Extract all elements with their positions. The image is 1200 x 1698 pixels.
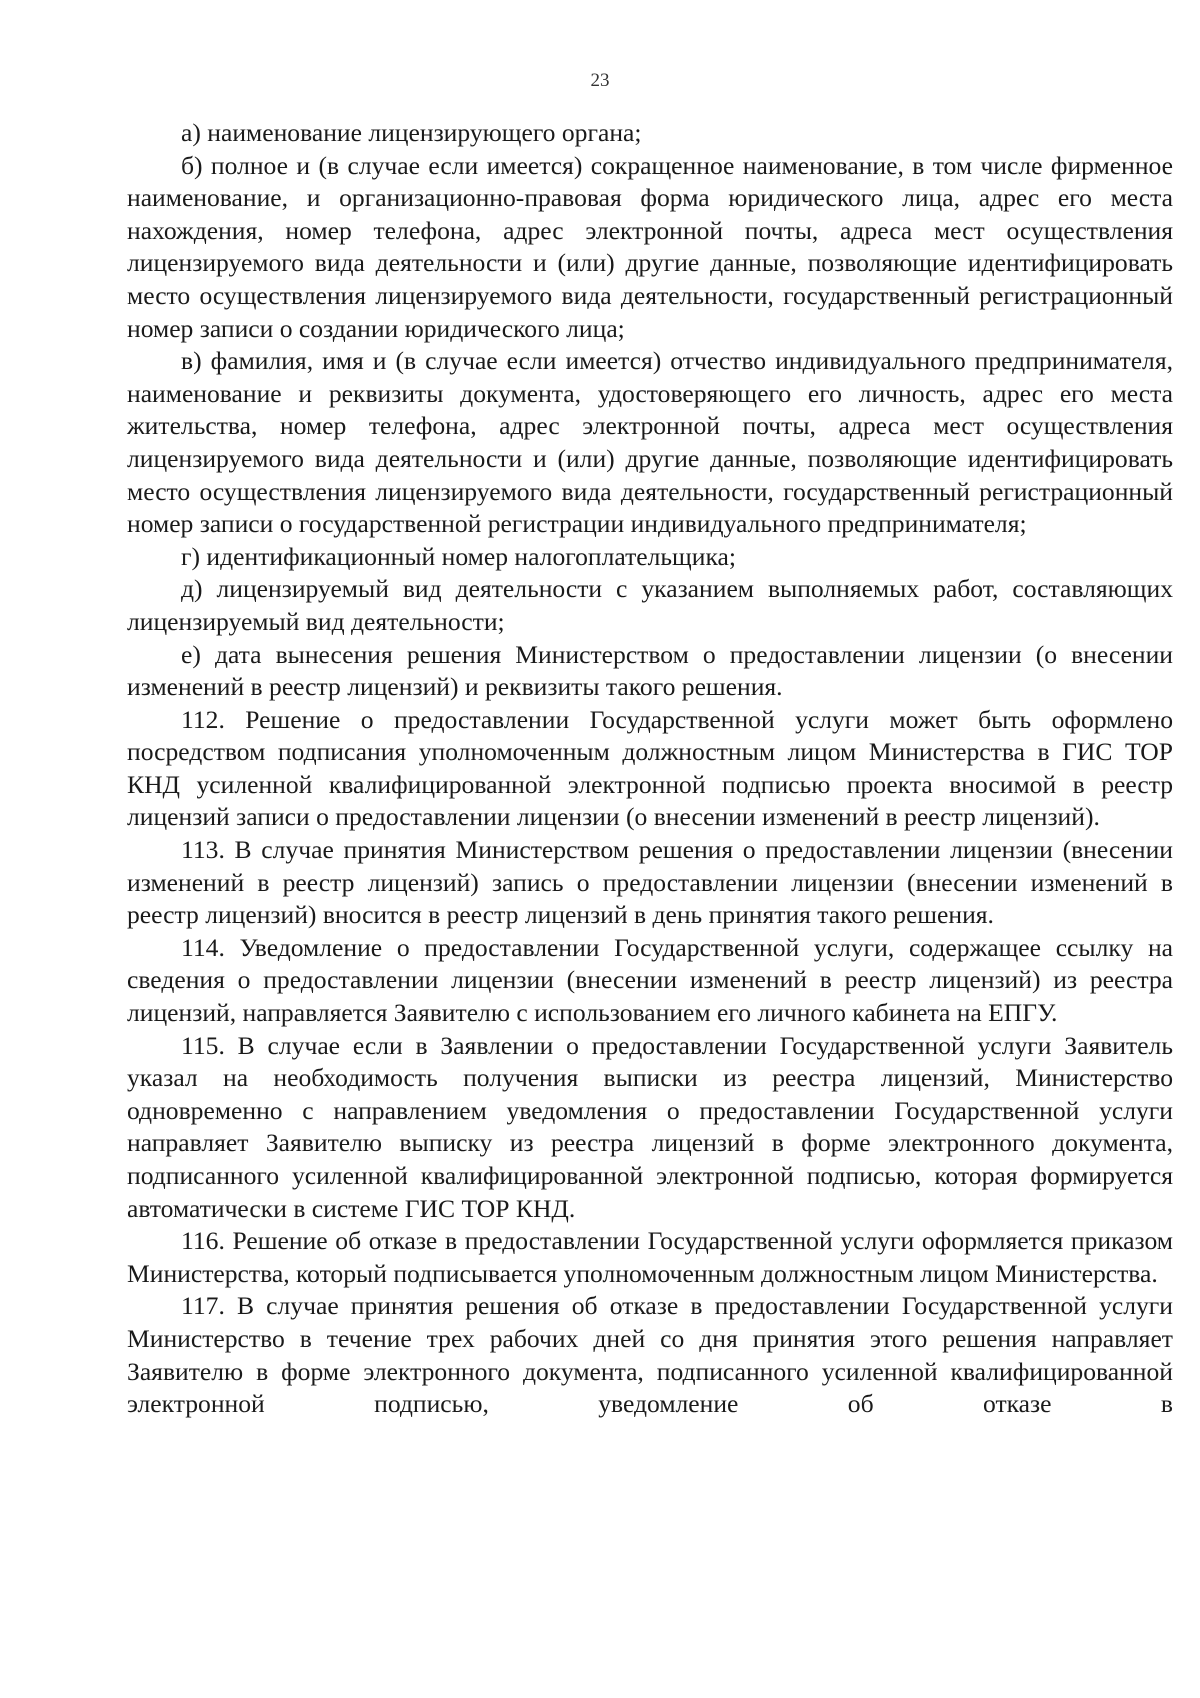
paragraph-113: 113. В случае принятия Министерством решения о предоставлении лицензии (внесении изменений в реестр лицензий) запись о предоставлении лицензии (внесении изменений в реестр лицензий) вносится в реестр лицензий в день принятия такого решения. — [127, 835, 1173, 930]
paragraph-item-b: б) полное и (в случае если имеется) сокращенное наименование, в том числе фирменное наименование, и организационно-правовая форма юридического лица, адрес его места нахождения, номер телефона, адрес электронной почты, адреса мест осуществления лицензируемого вида деятельности и (или) другие данные, позволяющие идентифицировать место осуществления лицензируемого вида деятельности, государственный регистрационный номер записи о создании юридического лица; — [127, 150, 1173, 343]
paragraph-item-e: е) дата вынесения решения Министерством о предоставлении лицензии (о внесении изменений в реестр лицензий) и реквизиты такого решения. — [127, 639, 1173, 702]
paragraph-item-a: а) наименование лицензирующего органа; — [181, 118, 642, 147]
paragraph-116: 116. Решение об отказе в предоставлении Государственной услуги оформляется приказом Министерства, который подписывается уполномоченным должностным лицом Министерства. — [127, 1226, 1173, 1288]
paragraph-item-v: в) фамилия, имя и (в случае если имеется) отчество индивидуального предпринимателя, наименование и реквизиты документа, удостоверяющего его личность, адрес его места жительства, номер телефона, адрес электронной почты, адреса мест осуществления лицензируемого вида деятельности и (или) другие данные, позволяющие идентифицировать место осуществления лицензируемого вида деятельности, государственный регистрационный номер записи о государственной регистрации индивидуального предпринимателя; — [127, 346, 1173, 539]
page-number: 23 — [590, 70, 610, 91]
paragraph-115: 115. В случае если в Заявлении о предоставлении Государственной услуги Заявитель указал на необходимость получения выписки из реестра лицензий, Министерство одновременно с направлением уведомления о предоставлении Государственной услуги направляет Заявителю выписку из реестра лицензий в форме электронного документа, подписанного усиленной квалифицированной электронной подписью, которая формируется автоматически в системе ГИС ТОР КНД. — [127, 1030, 1173, 1223]
paragraph-item-d: д) лицензируемый вид деятельности с указанием выполняемых работ, составляющих лицензируемый вид деятельности; — [127, 574, 1173, 636]
paragraph-117: 117. В случае принятия решения об отказе в предоставлении Государственной услуги Министерство в течение трех рабочих дней со дня принятия этого решения направляет Заявителю в форме электронного документа, подписанного усиленной квалифицированной электронной подписью, уведомление об отказе в — [127, 1291, 1173, 1419]
paragraph-112: 112. Решение о предоставлении Государственной услуги может быть оформлено посредством подписания уполномоченным должностным лицом Министерства в ГИС ТОР КНД усиленной квалифицированной электронной подписью проекта вносимой в реестр лицензий записи о предоставлении лицензии (о внесении изменений в реестр лицензий). — [127, 704, 1173, 832]
paragraph-item-g: г) идентификационный номер налогоплательщика; — [181, 541, 736, 571]
document-body — [127, 117, 1173, 1421]
paragraph-114: 114. Уведомление о предоставлении Государственной услуги, содержащее ссылку на сведения о предоставлении лицензии (внесении изменений в реестр лицензий) из реестра лицензий, направляется Заявителю с использованием его личного кабинета на ЕПГУ. — [127, 932, 1173, 1028]
